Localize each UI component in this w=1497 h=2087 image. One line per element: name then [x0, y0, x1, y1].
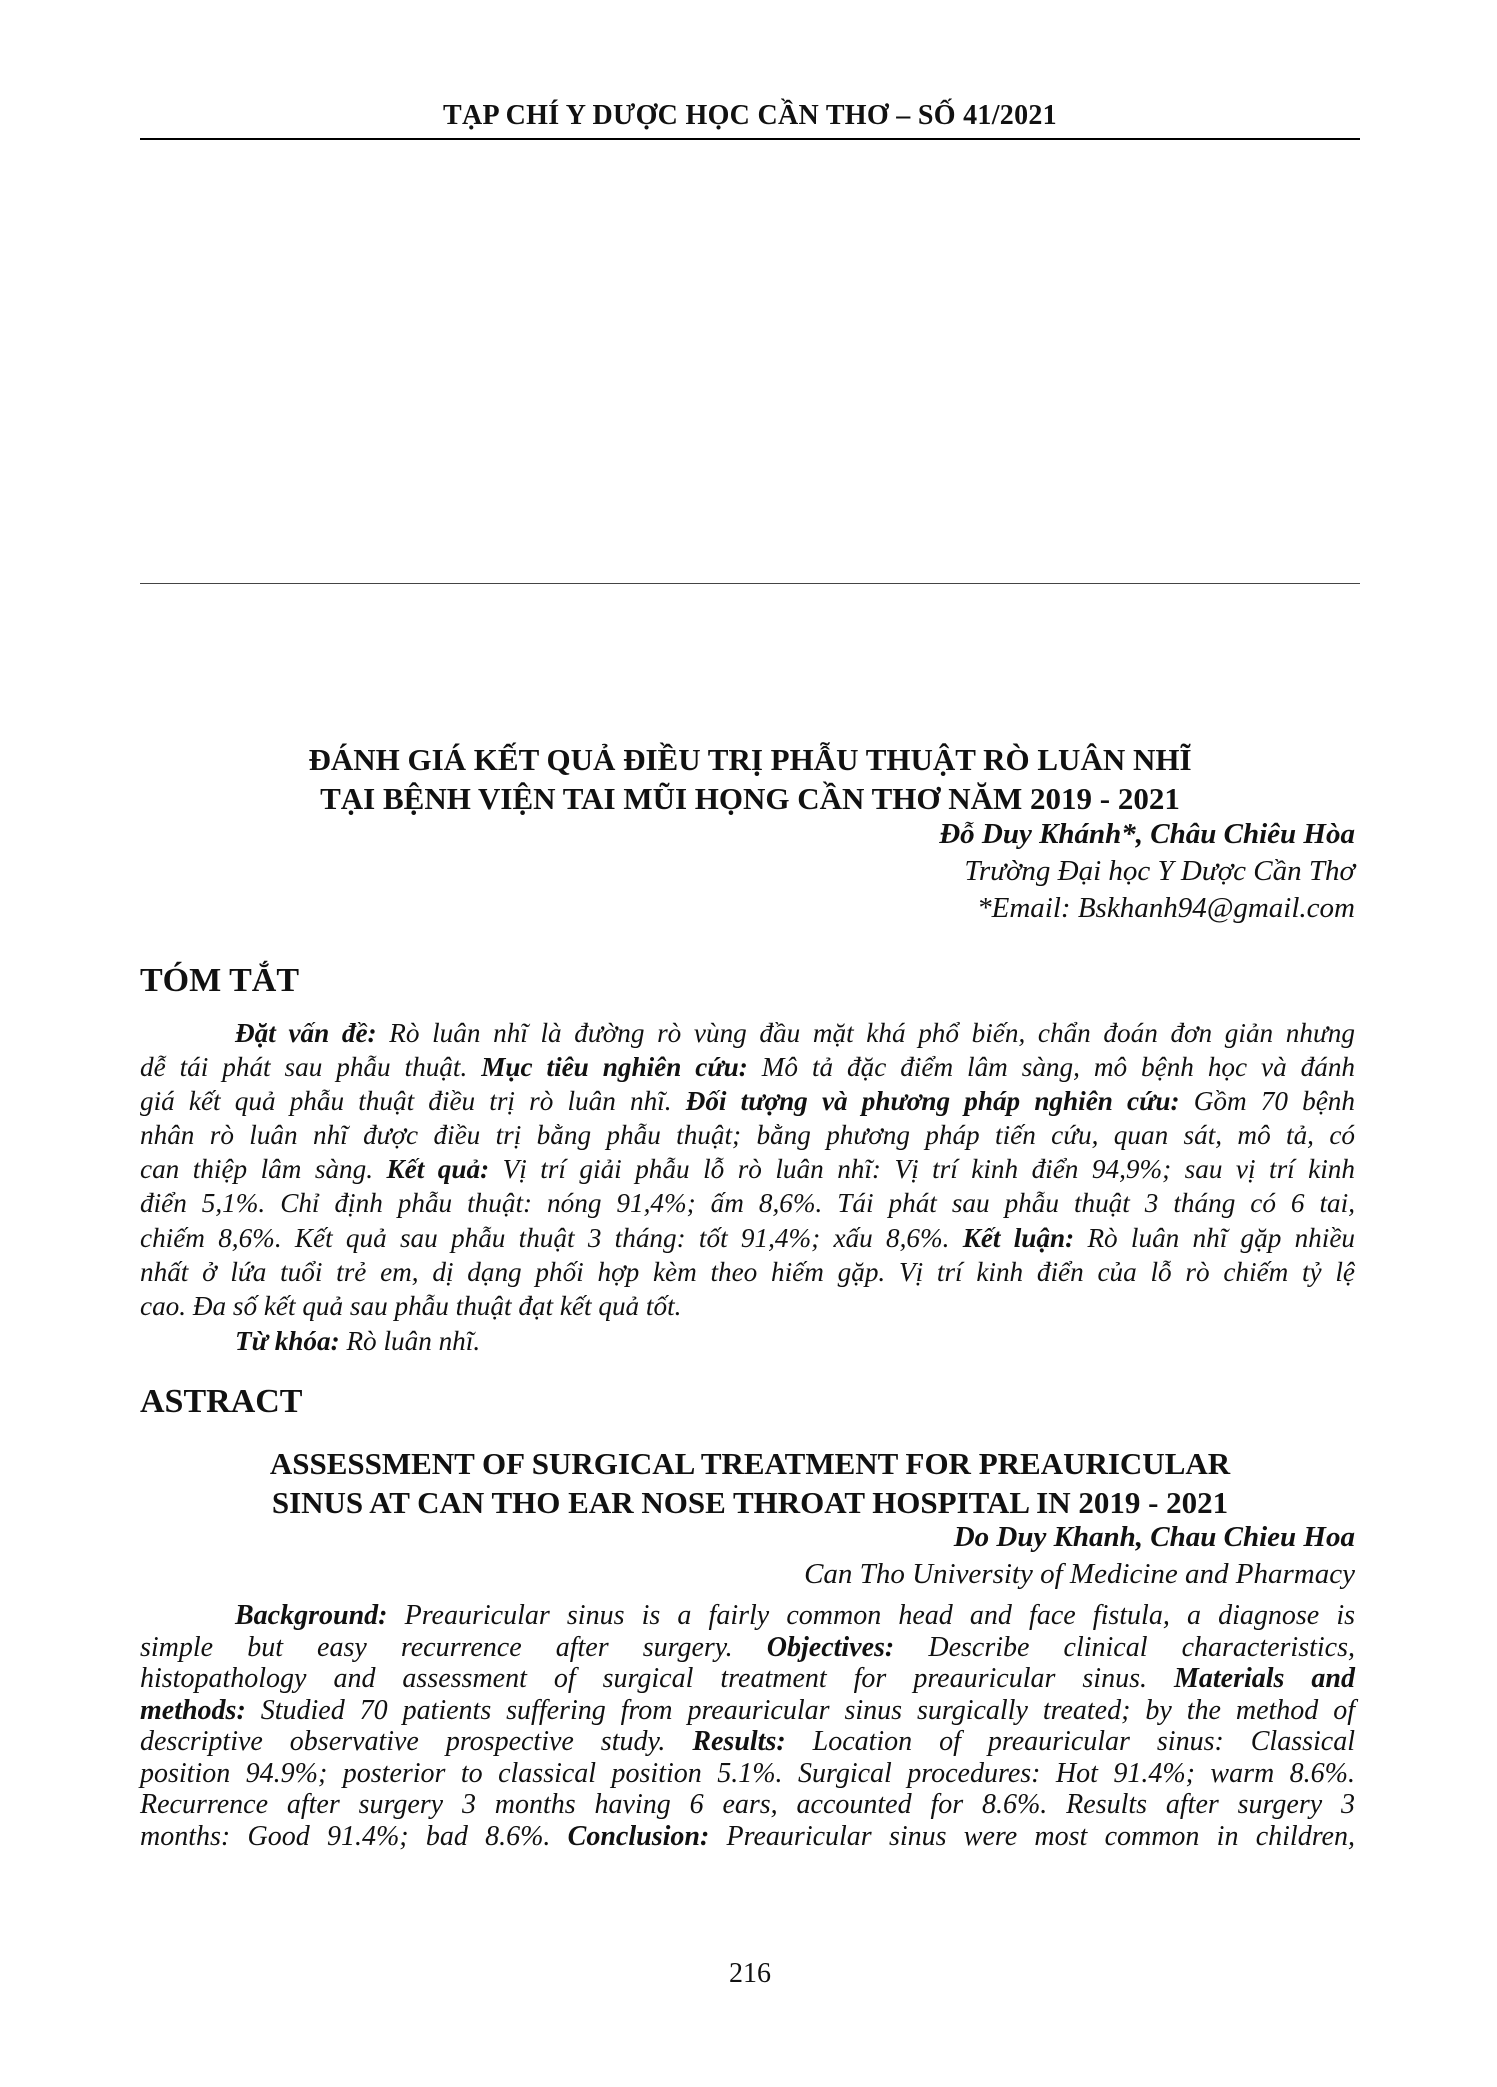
vi-summary-label: Kết luận:	[962, 1222, 1075, 1253]
vi-summary-text: Rò luân nhĩ là đường rò vùng đầu mặt khá phổ biến, chẩn đoán đơn giản nhưng	[376, 1018, 1355, 1048]
en-abstract-text: Preauricular sinus were most common in children,	[709, 1820, 1355, 1852]
vi-summary-text: Gồm 70 bệnh	[1179, 1086, 1355, 1117]
en-author-block	[140, 1519, 1355, 1593]
vi-summary-line	[140, 1221, 1355, 1255]
vi-summary-line	[140, 1186, 1355, 1220]
en-abstract-text: Preauricular sinus is a fairly common head and face fistula, a diagnose is	[387, 1600, 1355, 1631]
en-abstract-text: Studied 70 patients suffering from preauricular sinus surgically treated; by the method of	[245, 1694, 1355, 1726]
vi-summary-text: Rò luân nhĩ gặp nhiều	[1074, 1222, 1355, 1253]
vi-keywords	[235, 1326, 480, 1357]
en-abstract-text: histopathology and assessment of surgical treatment for preauricular sinus.	[140, 1663, 1174, 1694]
vi-authors: Đỗ Duy Khánh*, Châu Chiêu Hòa	[939, 818, 1355, 850]
vi-summary-label: Kết quả:	[386, 1154, 490, 1185]
vi-summary-label: Mục tiêu nghiên cứu:	[481, 1052, 748, 1083]
vi-summary-text: chiếm 8,6%. Kết quả sau phẫu thuật 3 tháng: tốt 91,4%; xấu 8,6%.	[140, 1222, 963, 1253]
en-title-line-2: SINUS AT CAN THO EAR NOSE THROAT HOSPITAL IN 2019 - 2021	[271, 1485, 1229, 1520]
en-abstract-label: Objectives:	[766, 1631, 895, 1663]
en-abstract-line	[140, 1695, 1355, 1727]
en-abstract-text: Recurrence after surgery 3 months having 6 ears, accounted for 8.6%. Results after surgery 3	[140, 1789, 1355, 1820]
en-abstract-text: Describe clinical characteristics,	[894, 1631, 1355, 1663]
en-abstract-text: Location of preauricular sinus: Classical	[785, 1726, 1355, 1757]
vi-summary-line	[140, 1084, 1355, 1118]
vi-summary-body	[140, 1016, 1355, 1323]
en-abstract-label: Materials and	[1173, 1663, 1355, 1694]
page-number: 216	[729, 1958, 771, 1989]
en-section-heading: ASTRACT	[140, 1383, 303, 1420]
en-abstract-body	[140, 1600, 1355, 1852]
vi-summary-text: can thiệp lâm sàng.	[140, 1154, 387, 1185]
vi-title-line-1: ĐÁNH GIÁ KẾT QUẢ ĐIỀU TRỊ PHẪU THUẬT RÒ LUÂN NHĨ	[308, 742, 1192, 777]
journal-running-header: TẠP CHÍ Y DƯỢC HỌC CẦN THƠ – SỐ 41/2021	[442, 100, 1057, 131]
vi-title-line-2: TẠI BỆNH VIỆN TAI MŨI HỌNG CẦN THƠ NĂM 2019 - 2021	[320, 781, 1180, 816]
vi-summary-heading: TÓM TẮT	[140, 962, 300, 999]
en-abstract-line	[140, 1632, 1355, 1664]
header-rule	[140, 138, 1360, 140]
vi-summary-label: Đặt vấn đề:	[235, 1018, 377, 1048]
vi-summary-line	[140, 1118, 1355, 1152]
vi-author-block	[140, 816, 1355, 927]
en-affiliation: Can Tho University of Medicine and Pharmacy	[804, 1558, 1355, 1590]
en-title-line-1: ASSESSMENT OF SURGICAL TREATMENT FOR PREAURICULAR	[269, 1446, 1231, 1481]
en-abstract-line	[140, 1663, 1355, 1695]
en-abstract-text: descriptive observative prospective study.	[140, 1726, 693, 1757]
vi-summary-text: cao. Đa số kết quả sau phẫu thuật đạt kết quả tốt.	[140, 1290, 682, 1321]
en-article-title	[140, 1444, 1360, 1522]
separator-rule	[140, 583, 1360, 584]
en-abstract-label: Conclusion:	[567, 1820, 710, 1852]
en-abstract-text: position 94.9%; posterior to classical position 5.1%. Surgical procedures: Hot 91.4%; warm 8.6%.	[140, 1757, 1355, 1789]
vi-email: *Email: Bskhanh94@gmail.com	[977, 892, 1355, 924]
en-abstract-line	[140, 1789, 1355, 1821]
vi-summary-text: dễ tái phát sau phẫu thuật.	[140, 1052, 482, 1083]
vi-summary-text: Mô tả đặc điểm lâm sàng, mô bệnh học và đánh	[747, 1052, 1356, 1083]
vi-summary-text: nhất ở lứa tuổi trẻ em, dị dạng phối hợp kèm theo hiếm gặp. Vị trí kinh điển của lỗ rò chiếm tỷ lệ	[140, 1256, 1355, 1287]
vi-summary-text: giá kết quả phẫu thuật điều trị rò luân nhĩ.	[140, 1086, 686, 1117]
en-abstract-line	[140, 1600, 1355, 1632]
vi-summary-line	[140, 1255, 1355, 1289]
vi-summary-text: nhân rò luân nhĩ được điều trị bằng phẫu thuật; bằng phương pháp tiến cứu, quan sát, mô tả, có	[140, 1120, 1355, 1151]
en-abstract-label: Results:	[692, 1726, 786, 1757]
vi-summary-text: điển 5,1%. Chỉ định phẫu thuật: nóng 91,4%; ấm 8,6%. Tái phát sau phẫu thuật 3 tháng có 6 tai,	[140, 1188, 1355, 1219]
vi-keywords-label: Từ khóa:	[235, 1326, 340, 1356]
en-abstract-line	[140, 1758, 1355, 1790]
vi-summary-line	[140, 1050, 1355, 1084]
en-abstract-label: Background:	[235, 1600, 388, 1631]
vi-summary-line	[140, 1152, 1355, 1186]
vi-summary-text: Vị trí giải phẫu lỗ rò luân nhĩ: Vị trí kinh điển 94,9%; sau vị trí kinh	[489, 1154, 1355, 1185]
en-abstract-text: simple but easy recurrence after surgery.	[140, 1631, 767, 1663]
en-abstract-line	[140, 1726, 1355, 1758]
en-authors: Do Duy Khanh, Chau Chieu Hoa	[953, 1521, 1355, 1553]
vi-article-title	[140, 740, 1360, 818]
en-abstract-text: months: Good 91.4%; bad 8.6%.	[140, 1820, 568, 1852]
vi-affiliation: Trường Đại học Y Dược Cần Thơ	[964, 855, 1355, 887]
vi-summary-line	[140, 1016, 1355, 1050]
vi-keywords-value: Rò luân nhĩ.	[339, 1326, 481, 1356]
en-abstract-line	[140, 1821, 1355, 1853]
en-abstract-label: methods:	[140, 1694, 246, 1726]
vi-summary-line	[140, 1289, 1355, 1323]
vi-summary-label: Đối tượng và phương pháp nghiên cứu:	[685, 1086, 1180, 1117]
